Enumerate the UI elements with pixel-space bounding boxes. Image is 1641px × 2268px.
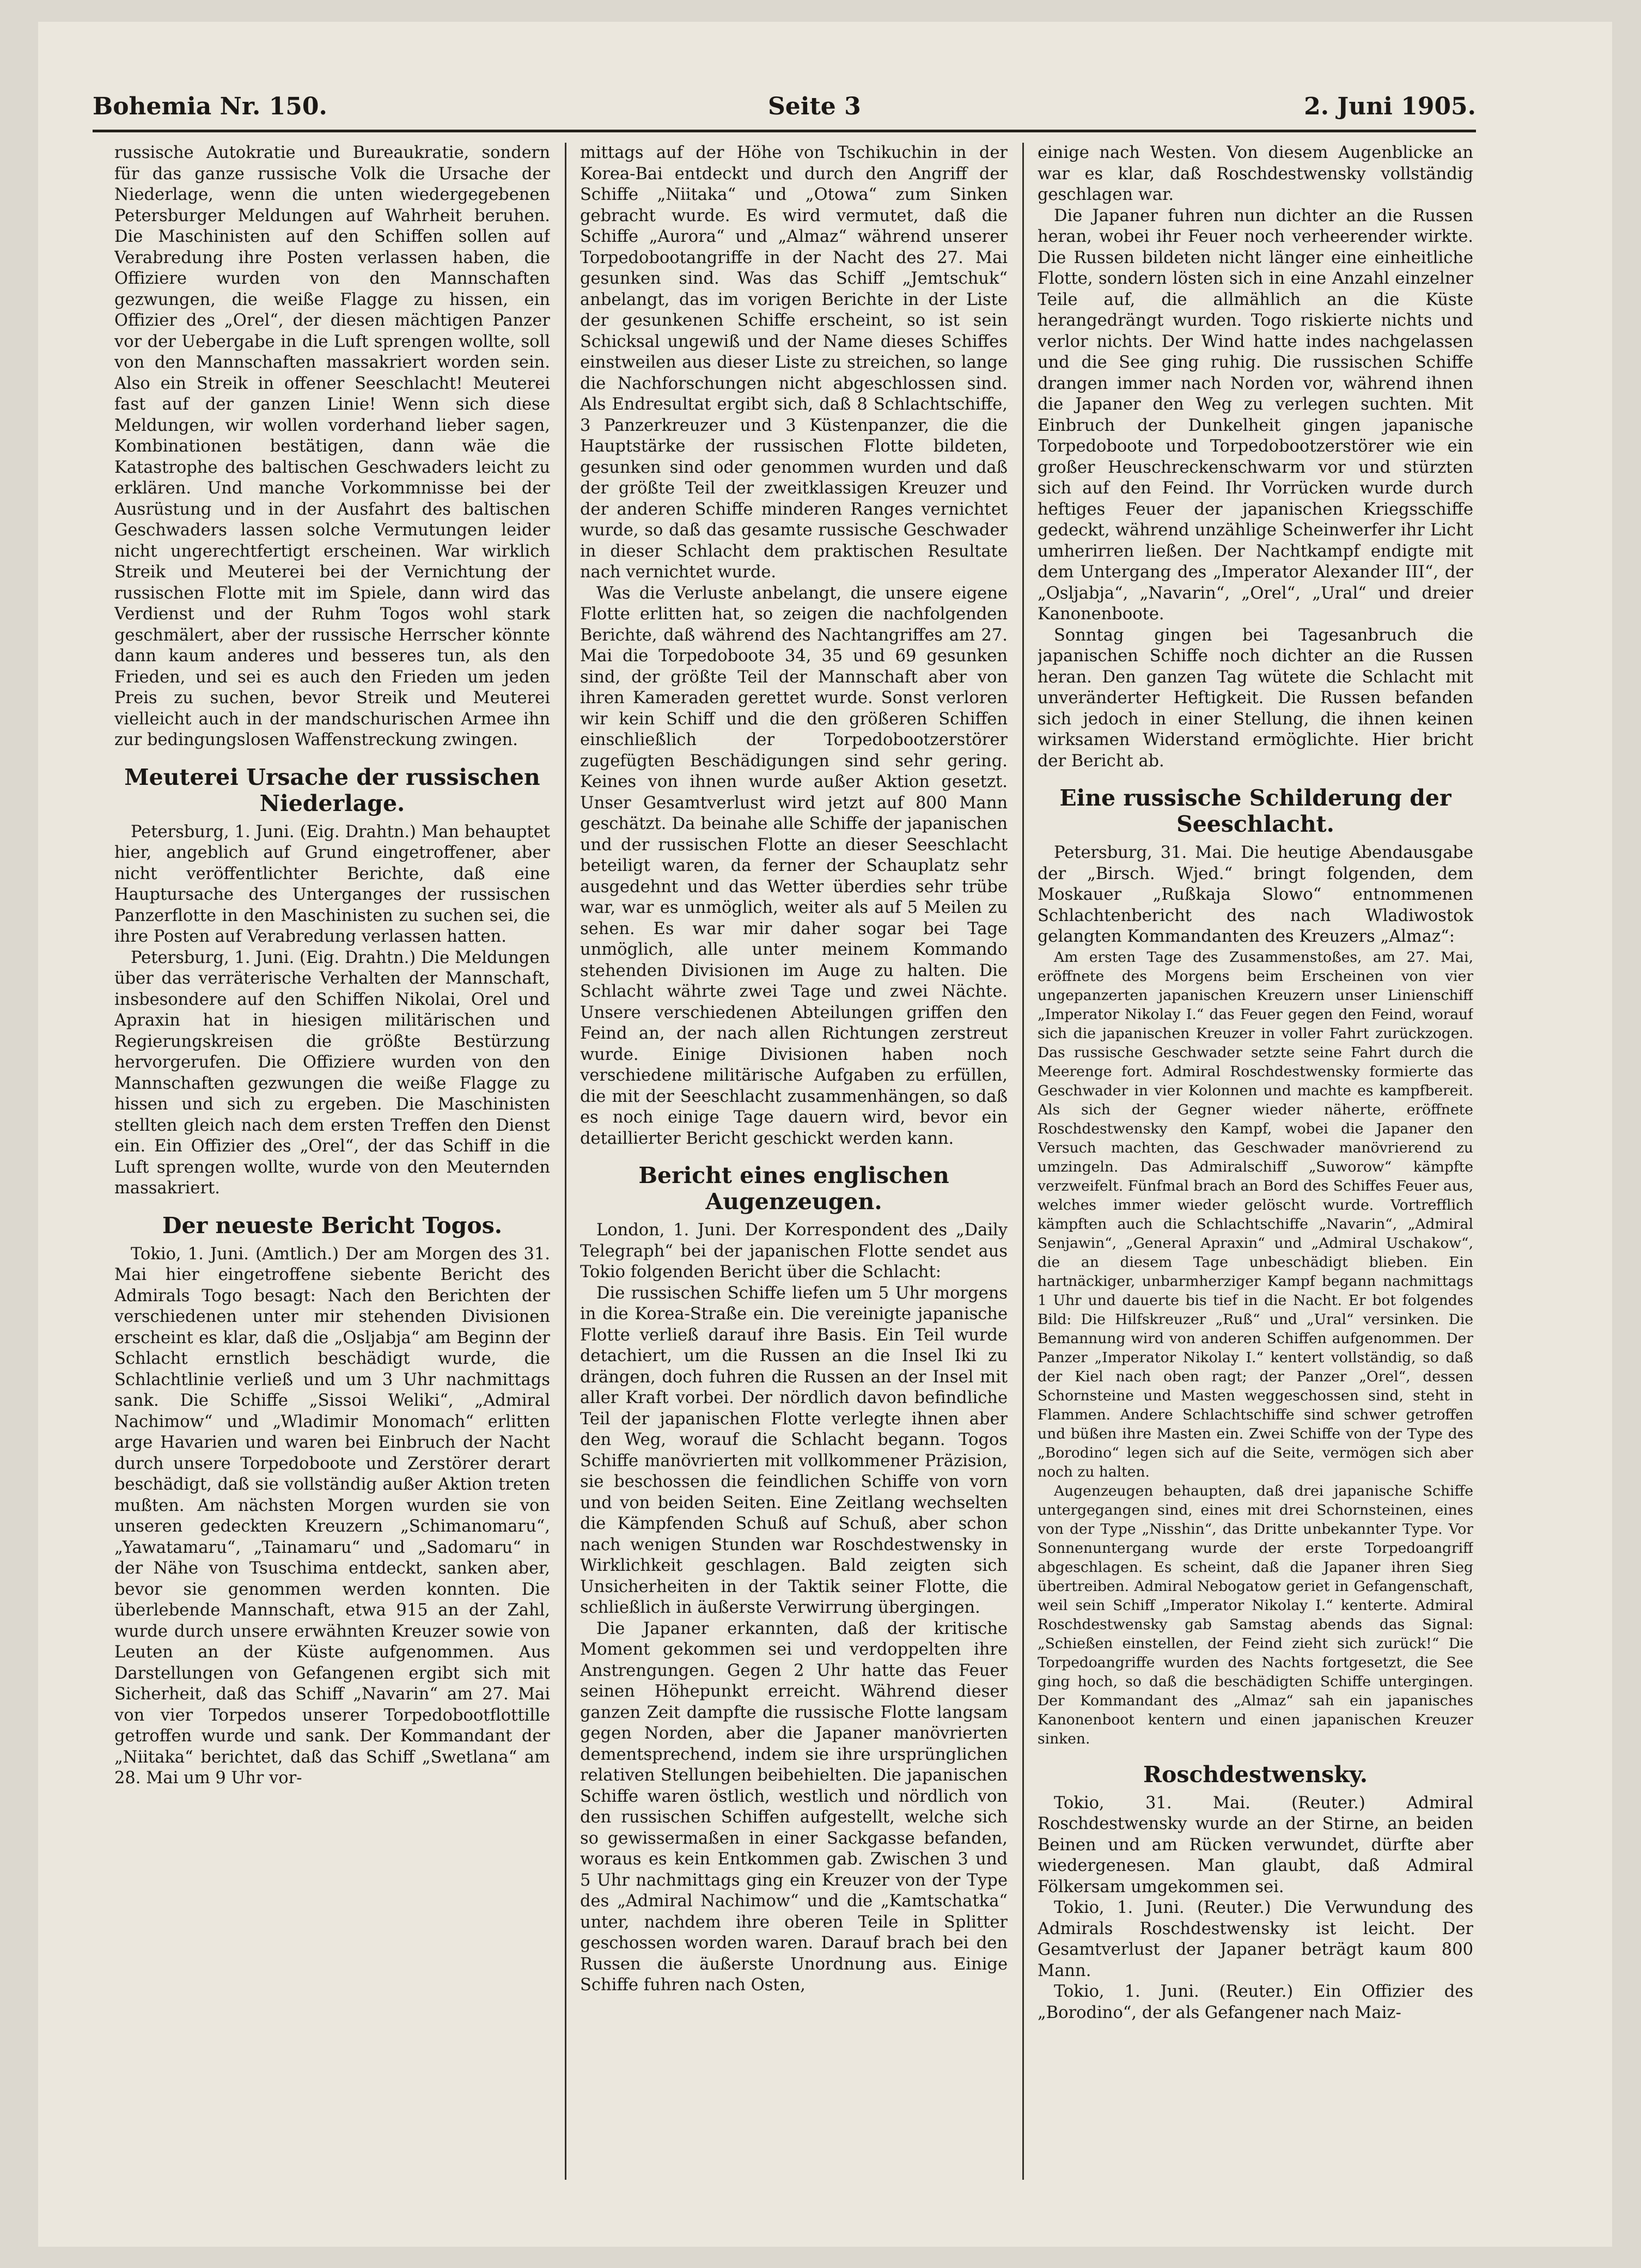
article-paragraph: Am ersten Tage des Zusammenstoßes, am 27. Mai, eröffnete des Morgens beim Erscheinen von vier ungepanzerten japanischen Kreuzern unser Linienschiff „Imperator Nikolay I.“ das Feuer gegen den Feind, worauf sich die japanischen Kreuzer in voller Fahrt zurückzogen. Das russische Geschwader setzte seine Fahrt durch die Meerenge fort. Admiral Roschdestwensky formierte das Geschwader in vier Kolonnen und machte es kampfbereit. Als sich der Gegner wieder näherte, eröffnete Roschdestwensky den Kampf, wobei die Japaner den Versuch machten, das Geschwader manövrierend zu umzingeln. Das Admiralschiff „Suworow“ kämpfte verzweifelt. Fünfmal brach an Bord des Schiffes Feuer aus, welches immer wieder gelöscht wurde. Vortrefflich kämpften auch die Schlachtschiffe „Navarin“, „Admiral Senjawin“, „General Apraxin“ und „Admiral Uschakow“, die an diesem Tage unbeschädigt blieben. Ein hartnäckiger, unbarmherziger Kampf begann nachmittags 1 Uhr und dauerte bis tief in die Nacht. Er bot folgendes Bild: Die Hilfskreuzer „Ruß“ und „Ural“ versinken. Die Bemannung wird von anderen Schiffen aufgenommen. Der Panzer „Imperator Nikolay I.“ kentert vollständig, so daß der Kiel nach oben ragt; der Panzer „Orel“, dessen Schornsteine und Masten weggeschossen sind, steht in Flammen. Andere Schlachtschiffe sind schwer getroffen und büßen ihre Masten ein. Zwei Schiffe von der Type des „Borodino“ legen sich auf die Seite, vermögen sich aber noch zu halten. xyxy=(1038,948,1473,1480)
article-paragraph: Petersburg, 31. Mai. Die heutige Abendausgabe der „Birsch. Wjed.“ bringt folgenden, dem Moskauer „Rußkaja Slowo“ entnommenen Schlachtenbericht des nach Wladiwostok gelangten Kommandanten des Kreuzers „Almaz“: xyxy=(1038,843,1473,946)
page-header xyxy=(93,79,1476,131)
article-heading: Der neueste Bericht Togos. xyxy=(162,1212,503,1239)
article-heading: Eine russische Schilderung der Seeschlacht. xyxy=(1059,785,1451,837)
column-1 xyxy=(114,143,550,2136)
article-paragraph: Tokio, 1. Juni. (Amtlich.) Der am Morgen des 31. Mai hier eingetroffene siebente Bericht des Admirals Togo besagt: Nach den Berichten der verschiedenen unter mir stehenden Divisionen erscheint es klar, daß die „Osljabja“ am Beginn der Schlacht ernstlich beschädigt wurde, die Schlachtlinie verließ und um 3 Uhr nachmittags sank. Die Schiffe „Sissoi Weliki“, „Admiral Nachimow“ und „Wladimir Monomach“ erlitten arge Havarien und waren bei Einbruch der Nacht durch unsere Torpedoboote und Zerstörer derart beschädigt, daß sie vollständig außer Aktion treten mußten. Am nächsten Morgen wurden sie von unseren gedeckten Kreuzern „Schimanomaru“, „Yawatamaru“, „Tainamaru“ und „Sadomaru“ in der Nähe von Tsuschima entdeckt, sanken aber, bevor sie genommen werden konnten. Die überlebende Mannschaft, etwa 915 an der Zahl, wurde durch unsere erwähnten Kreuzer sowie von Leuten an der Küste aufgenommen. Aus Darstellungen von Gefangenen ergibt sich mit Sicherheit, daß das Schiff „Navarin“ am 27. Mai von vier Torpedos unserer Torpedobootflottille getroffen wurde und sank. Der Kommandant der „Niitaka“ berichtet, daß das Schiff „Swetlana“ am 28. Mai um 9 Uhr vor- xyxy=(114,1244,550,1788)
article-paragraph: Die russischen Schiffe liefen um 5 Uhr morgens in die Korea-Straße ein. Die vereinigte japanische Flotte verließ darauf ihre Basis. Ein Teil wurde detachiert, um die Russen an die Insel Iki zu drängen, doch fuhren die Russen an der Insel mit aller Kraft vorbei. Der nördlich davon befindliche Teil der japanischen Flotte verlegte ihnen aber den Weg, worauf die Schlacht begann. Togos Schiffe manövrierten mit vollkommener Präzision, sie beschossen die feindlichen Schiffe von vorn und von beiden Seiten. Eine Zeitlang wechselten die Kämpfenden Schuß auf Schuß, aber schon nach wenigen Stunden war Roschdestwensky in Wirklichkeit geschlagen. Bald zeigten sich Unsicherheiten in der Taktik seiner Flotte, die schließlich in äußerste Verwirrung übergingen. xyxy=(580,1283,1008,1617)
column-2 xyxy=(580,143,1008,2180)
article-paragraph: Die Japaner fuhren nun dichter an die Russen heran, wobei ihr Feuer noch verheerender wirkte. Die Russen bildeten nicht länger eine einheitliche Flotte, sondern lösten sich in eine Anzahl einzelner Teile auf, die allmählich an die Küste herangedrängt wurden. Togo riskierte nichts und verlor nichts. Der Wind hatte indes nachgelassen und die See ging ruhig. Die russischen Schiffe drangen immer nach Norden vor, während ihnen die Japaner den Weg zu verlegen suchten. Mit Einbruch der Dunkelheit gingen japanische Torpedoboote und Torpedobootzerstörer wie ein großer Heuschreckenschwarm vor und stürzten sich auf den Feind. Ihr Vorrücken wurde durch heftiges Feuer der japanischen Kriegsschiffe gedeckt, während unzählige Scheinwerfer ihr Licht umherirren ließen. Der Nachtkampf endigte mit dem Untergang des „Imperator Alexander III“, der „Osljabja“, „Navarin“, „Orel“, „Ural“ und dreier Kanonenboote. xyxy=(1038,206,1473,624)
header-rule xyxy=(93,130,1476,132)
article-paragraph: Was die Verluste anbelangt, die unsere eigene Flotte erlitten hat, so zeigen die nachfolgenden Berichte, daß während des Nachtangriffes am 27. Mai die Torpedoboote 34, 35 und 69 gesunken sind, der größte Teil der Mannschaft aber von ihren Kameraden gerettet wurde. Sonst verloren wir kein Schiff und die den größeren Schiffen einschließlich der Torpedobootzerstörer zugefügten Beschädigungen sind sehr gering. Keines von ihnen wurde außer Aktion gesetzt. Unser Gesamtverlust wird jetzt auf 800 Mann geschätzt. Da beinahe alle Schiffe der japanischen und der russischen Flotte an dieser Seeschlacht beteiligt waren, da ferner der Schauplatz sehr ausgedehnt und das Wetter überdies sehr trübe war, war es unmöglich, weiter als auf 5 Meilen zu sehen. Es war mir daher sogar bei Tage unmöglich, alle unter meinem Kommando stehenden Divisionen im Auge zu halten. Die Schlacht währte zwei Tage und zwei Nächte. Unsere verschiedenen Abteilungen griffen den Feind an, der nach allen Richtungen zerstreut wurde. Einige Divisionen haben noch verschiedene militärische Aufgaben zu erfüllen, die mit der Seeschlacht zusammenhängen, so daß es noch einige Tage dauern wird, bevor ein detaillierter Bericht geschickt werden kann. xyxy=(580,583,1008,1148)
article-paragraph: Tokio, 1. Juni. (Reuter.) Ein Offizier des „Borodino“, der als Gefangener nach Maiz- xyxy=(1038,1982,1473,2022)
article-paragraph: London, 1. Juni. Der Korrespondent des „Daily Telegraph“ bei der japanischen Flotte sendet aus Tokio folgenden Bericht über die Schlacht: xyxy=(580,1221,1008,1282)
article-paragraph: mittags auf der Höhe von Tschikuchin in der Korea-Bai entdeckt und durch den Angriff der Schiffe „Niitaka“ und „Otowa“ zum Sinken gebracht wurde. Es wird vermutet, daß die Schiffe „Aurora“ und „Almaz“ während unserer Torpedobootangriffe in der Nacht des 27. Mai gesunken sind. Was das Schiff „Jemtschuk“ anbelangt, das im vorigen Berichte in der Liste der gesunkenen Schiffe erscheint, so ist sein Schicksal ungewiß und der Name dieses Schiffes einstweilen aus dieser Liste zu streichen, so lange die Nachforschungen nicht abgeschlossen sind. Als Endresultat ergibt sich, daß 8 Schlachtschiffe, 3 Panzerkreuzer und 3 Küstenpanzer, die die Hauptstärke der russischen Flotte bildeten, gesunken sind oder genommen wurden und daß der größte Teil der zweitklassigen Kreuzer und der anderen Schiffe minderen Ranges vernichtet wurde, so daß das gesamte russische Geschwader in dieser Schlacht dem praktischen Resultate nach vernichtet wurde. xyxy=(580,143,1008,582)
column-divider xyxy=(1022,143,1024,2180)
article-paragraph: Sonntag gingen bei Tagesanbruch die japanischen Schiffe noch dichter an die Russen heran. Den ganzen Tag wütete die Schlacht mit unveränderter Heftigkeit. Die Russen befanden sich jedoch in einer Stellung, die ihnen keinen wirksamen Widerstand ermöglichte. Hier bricht der Bericht ab. xyxy=(1038,625,1473,771)
column-3 xyxy=(1038,143,1473,2180)
header-page-number: Seite 3 xyxy=(768,93,861,120)
article-paragraph: Tokio, 31. Mai. (Reuter.) Admiral Roschdestwensky wurde an der Stirne, an beiden Beinen und am Rücken verwundet, dürfte aber wiedergenesen. Man glaubt, daß Admiral Fölkersam umgekommen sei. xyxy=(1038,1793,1473,1897)
article-paragraph: einige nach Westen. Von diesem Augenblicke an war es klar, daß Roschdestwensky vollständig geschlagen war. xyxy=(1038,143,1473,204)
article-heading: Roschdestwensky. xyxy=(1143,1761,1368,1788)
article-paragraph: Petersburg, 1. Juni. (Eig. Drahtn.) Die Meldungen über das verräterische Verhalten der Mannschaft, insbesondere auf den Schiffen Nikolai, Orel und Apraxin hat in hiesigen militärischen und Regierungskreisen die größte Bestürzung hervorgerufen. Die Offiziere wurden von den Mannschaften gezwungen die weiße Flagge zu hissen und sich zu ergeben. Die Maschinisten stellten gleich nach dem ersten Treffen den Dienst ein. Ein Offizier des „Orel“, der das Schiff in die Luft sprengen wollte, wurde von den Meuternden massakriert. xyxy=(114,948,550,1198)
article-paragraph: russische Autokratie und Bureaukratie, sondern für das ganze russische Volk die Ursache der Niederlage, wenn die unten wiedergegebenen Petersburger Meldungen auf Wahrheit beruhen. Die Maschinisten auf den Schiffen sollen auf Verabredung ihre Posten verlassen haben, die Offiziere wurden von den Mannschaften gezwungen, die weiße Flagge zu hissen, ein Offizier des „Orel“, der diesen mächtigen Panzer vor der Uebergabe in die Luft sprengen wollte, soll von den Mannschaften massakriert worden sein. Also ein Streik in offener Seeschlacht! Meuterei fast auf der ganzen Linie! Wenn sich diese Meldungen, wir wollen vorderhand lieber sagen, Kombinationen bestätigen, dann wäe die Katastrophe des baltischen Geschwaders leicht zu erklären. Und manche Vorkommnisse bei der Ausrüstung und in der Ausfahrt des baltischen Geschwaders lassen solche Vermutungen leider nicht ungerechtfertigt erscheinen. War wirklich Streik und Meuterei bei der Vernichtung der russischen Flotte mit im Spiele, dann wird das Verdienst und der Ruhm Togos wohl stark geschmälert, aber der russische Herrscher könnte dann kaum anderes und besseres tun, als den Frieden, und sei es auch den Frieden um jeden Preis zu suchen, bevor Streik und Meuterei vielleicht auch in der mandschurischen Armee ihn zur bedingungslosen Waffenstreckung zwingen. xyxy=(114,143,550,749)
article-paragraph: Augenzeugen behaupten, daß drei japanische Schiffe untergegangen sind, eines mit drei Schornsteinen, eines von der Type „Nisshin“, das Dritte unbekannter Type. Vor Sonnenuntergang wurde der erste Torpedoangriff abgeschlagen. Es scheint, daß die Japaner ihren Sieg übertreiben. Admiral Nebogatow geriet in Gefangenschaft, weil sein Schiff „Imperator Nikolay I.“ kenterte. Admiral Roschdestwensky gab Samstag abends das Signal: „Schießen einstellen, der Feind zieht sich zurück!“ Die Torpedoangriffe wurden des Nachts fortgesetzt, die See ging hoch, so daß die beschädigten Schiffe untergingen. Der Kommandant des „Almaz“ sah ein japanisches Kanonenboot kentern und einen japanischen Kreuzer sinken. xyxy=(1038,1482,1473,1747)
header-date: 2. Juni 1905. xyxy=(1304,93,1476,120)
article-paragraph: Tokio, 1. Juni. (Reuter.) Die Verwundung des Admirals Roschdestwensky ist leicht. Der Gesamtverlust der Japaner beträgt kaum 800 Mann. xyxy=(1038,1898,1473,1980)
article-paragraph: Die Japaner erkannten, daß der kritische Moment gekommen sei und verdoppelten ihre Anstrengungen. Gegen 2 Uhr hatte das Feuer seinen Höhepunkt erreicht. Während dieser ganzen Zeit dampfte die russische Flotte langsam gegen Norden, aber die Japaner manövrierten dementsprechend, indem sie ihre ursprünglichen relativen Stellungen beibehielten. Die japanischen Schiffe waren östlich, westlich und nördlich von den russischen Schiffen aufgestellt, welche sich so gewissermaßen in einer Sackgasse befanden, woraus es kein Entkommen gab. Zwischen 3 und 5 Uhr nachmittags ging ein Kreuzer von der Type des „Admiral Nachimow“ und die „Kamtschatka“ unter, nachdem ihre oberen Teile in Splitter geschossen worden waren. Darauf brach bei den Russen die äußerste Unordnung aus. Einige Schiffe fuhren nach Osten, xyxy=(580,1619,1008,1995)
article-heading: Meuterei Ursache der russischen Niederlage. xyxy=(124,764,540,816)
article-paragraph: Petersburg, 1. Juni. (Eig. Drahtn.) Man behauptet hier, angeblich auf Grund eingetroffener, aber nicht veröffentlichter Berichte, daß eine Hauptursache des Unterganges der russischen Panzerflotte in den Maschinisten zu suchen sei, die ihre Posten auf Verabredung verlassen hatten. xyxy=(114,822,550,946)
header-publication: Bohemia Nr. 150. xyxy=(93,93,327,120)
article-heading: Bericht eines englischen Augenzeugen. xyxy=(638,1162,949,1215)
column-divider xyxy=(565,143,566,2180)
